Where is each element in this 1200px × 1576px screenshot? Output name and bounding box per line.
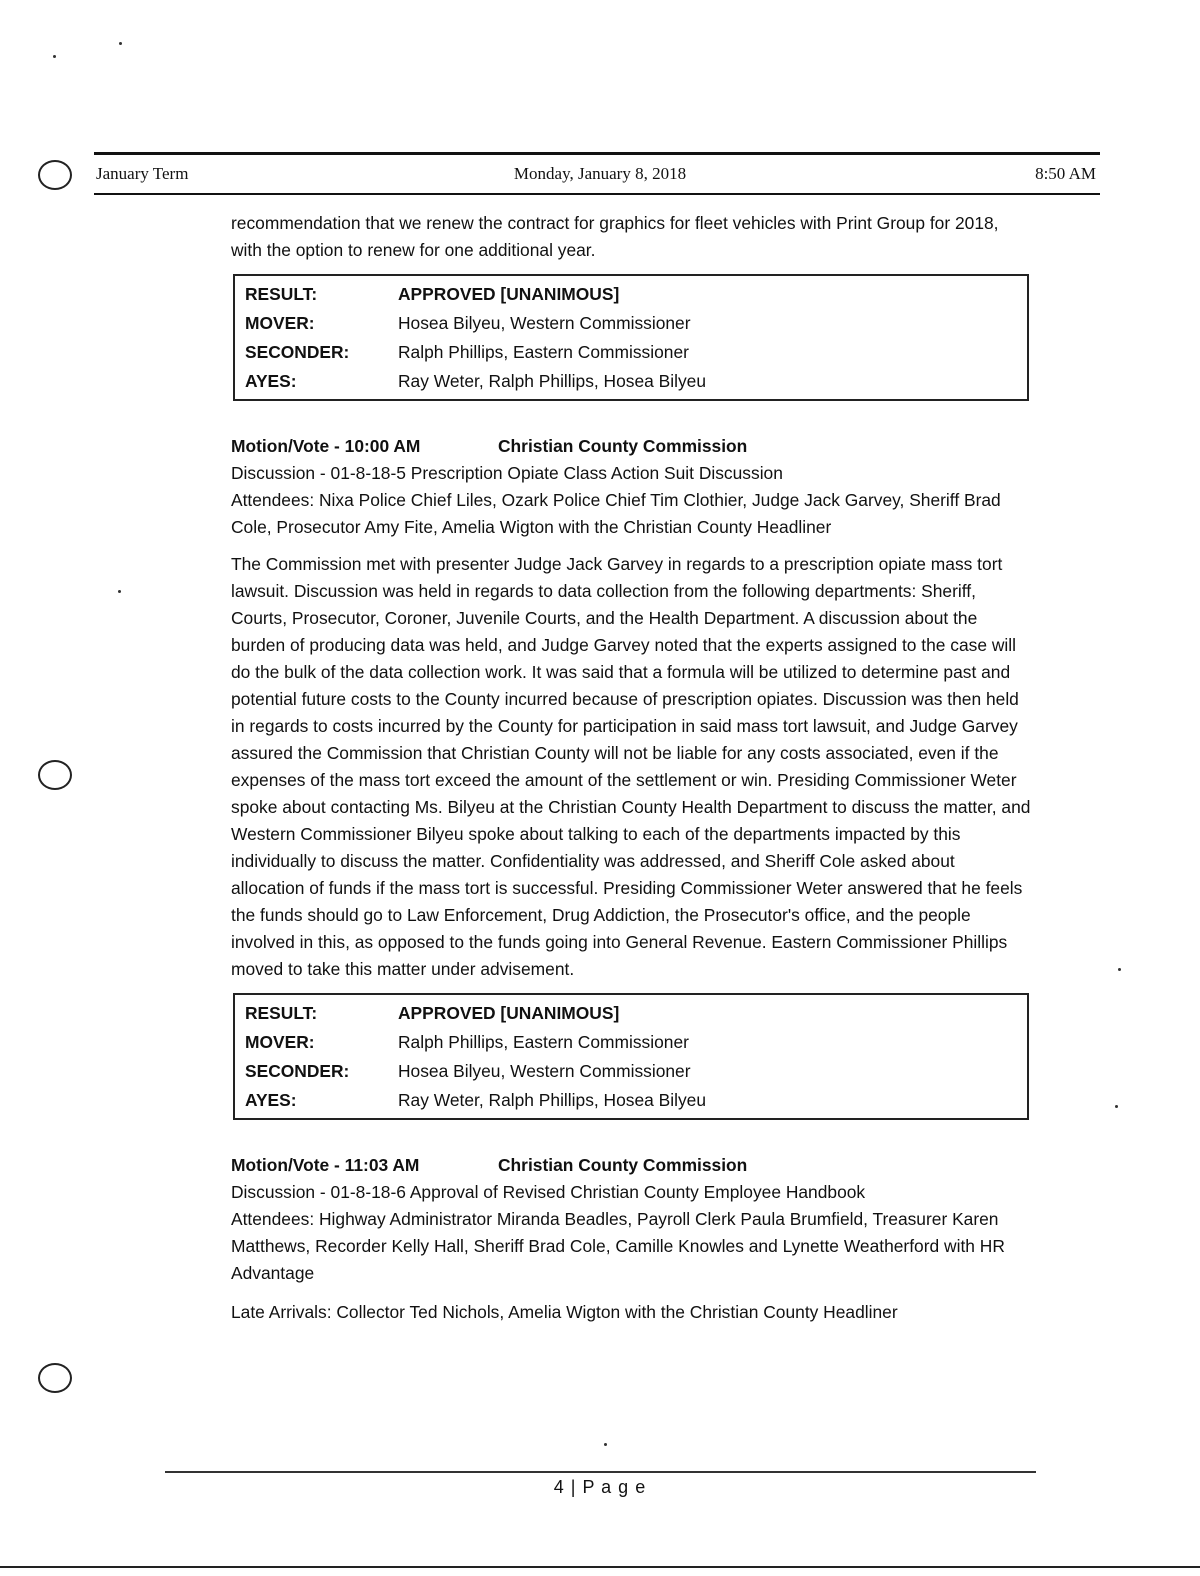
scan-speck bbox=[118, 590, 121, 593]
vote-seconder-label: SECONDER: bbox=[245, 342, 350, 362]
vote-row-ayes bbox=[245, 1086, 1017, 1115]
vote-seconder-value: Ralph Phillips, Eastern Commissioner bbox=[398, 342, 689, 362]
footer-rule bbox=[165, 1471, 1036, 1473]
attendees-3: Attendees: Highway Administrator Miranda Beadles, Payroll Clerk Paula Brumfield, Treasurer Karen Matthews, Recorder Kelly Hall, Sheriff Brad Cole, Camille Knowles and Lynette Weatherford with HR Advantage bbox=[231, 1209, 1005, 1283]
discussion-2: Discussion - 01-8-18-5 Prescription Opiate Class Action Suit Discussion bbox=[231, 463, 783, 483]
discussion-summary-2: The Commission met with presenter Judge Jack Garvey in regards to a prescription opiate mass tort lawsuit. Discussion was held in regards to data collection from the following departments: Sheriff, Courts, Prosecutor, Coroner, Juvenile Courts, and the Health Department. A discussion about the burden of producing data was held, and Judge Garvey noted that the experts assigned to the case will do the bulk of the data collection work. It was said that a formula will be utilized to determine past and potential future costs to the County incurred because of prescription opiates. Discussion was then held in regards to costs incurred by the County for participation in said mass tort lawsuit, and Judge Garvey assured the Commission that Christian County will not be liable for any costs associated, even if the expenses of the mass tort exceed the amount of the settlement or win. Presiding Commissioner Weter spoke about contacting Ms. Bilyeu at the Christian County Health Department to discuss the matter, and Western Commissioner Bilyeu spoke about talking to each of the departments impacted by this individually to discuss the matter. Confidentiality was addressed, and Sheriff Cole asked about allocation of funds if the mass tort is successful. Presiding Commissioner Weter answered that he feels the funds should go to Law Enforcement, Drug Addiction, the Prosecutor's office, and the people involved in this, as opposed to the funds going into General Revenue. Eastern Commissioner Phillips moved to take this matter under advisement. bbox=[231, 554, 1031, 979]
motion-time-3: Motion/Vote - 11:03 AM bbox=[231, 1155, 420, 1175]
header-rule-bottom bbox=[94, 193, 1100, 195]
vote-ayes-label: AYES: bbox=[245, 371, 297, 391]
vote-seconder-label: SECONDER: bbox=[245, 1061, 350, 1081]
punch-hole-bottom bbox=[38, 1363, 72, 1393]
motion-title-2 bbox=[231, 433, 1031, 460]
page-number: 4 | P a g e bbox=[553, 1477, 647, 1497]
vote-mover-value: Ralph Phillips, Eastern Commissioner bbox=[398, 1032, 689, 1052]
motion-body-2: Christian County Commission bbox=[498, 436, 748, 456]
motion-time-2: Motion/Vote - 10:00 AM bbox=[231, 436, 421, 456]
header-term: January Term bbox=[96, 164, 189, 183]
late-arrivals-3: Late Arrivals: Collector Ted Nichols, Amelia Wigton with the Christian County Headliner bbox=[231, 1302, 898, 1322]
motion-title-3 bbox=[231, 1152, 1031, 1179]
vote-result-value: APPROVED [UNANIMOUS] bbox=[398, 284, 620, 304]
intro-paragraph: recommendation that we renew the contract for graphics for fleet vehicles with Print Group for 2018, with the option to renew for one additional year. bbox=[231, 213, 999, 260]
vote-box-2 bbox=[233, 993, 1029, 1120]
motion-body-3: Christian County Commission bbox=[498, 1155, 748, 1175]
attendees-2: Attendees: Nixa Police Chief Liles, Ozark Police Chief Tim Clothier, Judge Jack Garvey, Sheriff Brad Cole, Prosecutor Amy Fite, Amelia Wigton with the Christian County Headliner bbox=[231, 490, 1001, 537]
vote-result-label: RESULT: bbox=[245, 284, 318, 304]
vote-row-seconder bbox=[245, 338, 1017, 367]
vote-result-label: RESULT: bbox=[245, 1003, 318, 1023]
scan-edge-line bbox=[0, 1566, 1200, 1568]
vote-row-ayes bbox=[245, 367, 1017, 396]
vote-mover-label: MOVER: bbox=[245, 1032, 315, 1052]
vote-mover-value: Hosea Bilyeu, Western Commissioner bbox=[398, 313, 691, 333]
vote-result-value: APPROVED [UNANIMOUS] bbox=[398, 1003, 620, 1023]
vote-row-mover bbox=[245, 309, 1017, 338]
scan-speck bbox=[119, 42, 122, 45]
vote-row-seconder bbox=[245, 1057, 1017, 1086]
header-rule-top bbox=[94, 152, 1100, 155]
scan-speck bbox=[1118, 968, 1121, 971]
scan-speck bbox=[1115, 1105, 1118, 1108]
vote-row-result bbox=[245, 280, 1017, 309]
vote-row-mover bbox=[245, 1028, 1017, 1057]
vote-mover-label: MOVER: bbox=[245, 313, 315, 333]
header-date: Monday, January 8, 2018 bbox=[513, 164, 687, 183]
discussion-3: Discussion - 01-8-18-6 Approval of Revised Christian County Employee Handbook bbox=[231, 1182, 866, 1202]
vote-ayes-label: AYES: bbox=[245, 1090, 297, 1110]
header-time: 8:50 AM bbox=[1035, 164, 1096, 183]
vote-seconder-value: Hosea Bilyeu, Western Commissioner bbox=[398, 1061, 691, 1081]
vote-ayes-value: Ray Weter, Ralph Phillips, Hosea Bilyeu bbox=[398, 371, 707, 391]
scan-speck bbox=[604, 1443, 607, 1446]
minutes-body bbox=[231, 210, 1031, 1326]
vote-ayes-value: Ray Weter, Ralph Phillips, Hosea Bilyeu bbox=[398, 1090, 707, 1110]
vote-row-result bbox=[245, 999, 1017, 1028]
punch-hole-middle bbox=[38, 760, 72, 790]
scan-speck bbox=[53, 55, 56, 58]
vote-box-1 bbox=[233, 274, 1029, 401]
